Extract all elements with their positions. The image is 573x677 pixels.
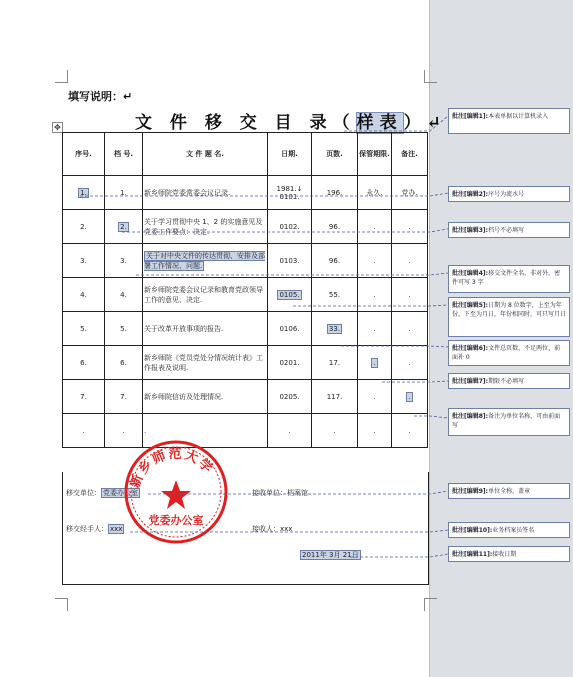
table-header-row (63, 133, 428, 176)
comment-bubble[interactable] (448, 483, 570, 499)
table-cell[interactable]: . (358, 278, 392, 312)
date-value[interactable]: 2011年 3月 21日 (302, 551, 359, 559)
table-row (63, 278, 428, 312)
header-cell: 备注. (392, 133, 428, 176)
table-cell[interactable]: 新乡师院党委会议记录和教育党政领导工作的意见、决定. (143, 278, 268, 312)
receiver-label[interactable]: 接收人：xxx (252, 525, 293, 533)
seal-org-text: 新乡师范大学 (127, 446, 217, 491)
comment-anchor[interactable]: 关于对中央文件的传达贯彻、安排及部署工作情况、问题. (144, 251, 265, 270)
comment-anchor[interactable]: 0105. (279, 290, 300, 299)
table-cell[interactable]: . (105, 414, 143, 448)
table-cell[interactable] (268, 278, 312, 312)
transfer-unit-text: 移交单位： (66, 489, 101, 497)
comment-text: 备注为单位名称，可由前面写 (452, 413, 561, 429)
comment-anchor[interactable]: . (373, 358, 376, 367)
svg-text:新乡师范大学 (127, 446, 217, 490)
comment-text: 期限不必填写 (488, 378, 525, 385)
official-seal-icon (122, 438, 230, 546)
comment-text: 移交文件全名，非对外、密件可写 3 字 (452, 270, 561, 286)
table-cell[interactable]: 55. (312, 278, 358, 312)
table-cell[interactable] (358, 346, 392, 380)
comment-bubble[interactable] (448, 340, 570, 366)
comment-anchor[interactable]: 2. (120, 222, 127, 231)
table-cell[interactable]: 1. (105, 176, 143, 210)
comment-bubble[interactable] (448, 297, 570, 337)
page-title (135, 108, 447, 133)
title-text: 文 件 移 交 目 录（ (135, 113, 356, 133)
comment-label: 批注[编辑8]: (452, 413, 489, 420)
comment-bubble[interactable] (448, 222, 570, 238)
table-cell[interactable]: . (63, 414, 105, 448)
header-cell: 档 号. (105, 133, 143, 176)
header-cell: 文 件 题 名. (143, 133, 268, 176)
comment-anchor[interactable]: 33. (328, 324, 341, 333)
comment-text: 本表单据以计算机录入 (488, 113, 549, 120)
table-move-handle-icon[interactable]: ✥ (52, 122, 63, 133)
table-cell[interactable]: 0102. (268, 210, 312, 244)
comment-bubble[interactable] (448, 522, 570, 538)
crop-mark-top-right (424, 70, 437, 83)
comment-label: 批注[编辑3]: (452, 227, 489, 234)
table-cell[interactable]: 6. (63, 346, 105, 380)
receive-unit-label[interactable]: 接收单位：档案馆 (252, 489, 308, 497)
table-cell[interactable]: 永久. (358, 176, 392, 210)
table-cell[interactable] (312, 312, 358, 346)
table-cell[interactable]: . (392, 346, 428, 380)
table-cell[interactable]: 6. (105, 346, 143, 380)
table-cell[interactable]: 新乡师院《党员党处分情况统计表》工作报表及说明. (143, 346, 268, 380)
crop-mark-bottom-right (424, 598, 437, 611)
table-cell[interactable]: 4. (63, 278, 105, 312)
table-cell[interactable]: 0201. (268, 346, 312, 380)
table-cell[interactable]: . (358, 380, 392, 414)
transfer-unit-field[interactable]: 党委办公室 (103, 489, 138, 497)
table-cell[interactable]: 关于学习贯彻中央 1、2 的实施意见及党委工作要点：决定. (143, 210, 268, 244)
table-cell[interactable]: 2. (63, 210, 105, 244)
table-cell[interactable]: 5. (63, 312, 105, 346)
table-row (63, 380, 428, 414)
title-highlight[interactable]: 样表 (356, 113, 403, 133)
comment-bubble[interactable] (448, 546, 570, 562)
comment-label: 批注[编辑4]: (452, 270, 489, 277)
comment-bubble[interactable] (448, 373, 570, 389)
table-cell[interactable]: . (358, 244, 392, 278)
comment-label: 批注[编辑7]: (452, 378, 489, 385)
seal-dept-text: 党委办公室 (148, 514, 204, 527)
comment-text: 日期为 8 位数字，上至为年份，下至为月日，年份相同时，可只写月日 (452, 302, 567, 318)
table-cell[interactable]: 0106. (268, 312, 312, 346)
table-cell[interactable]: 0103. (268, 244, 312, 278)
comment-text: 单位全称，盖章 (488, 488, 531, 495)
table-cell[interactable]: . (392, 312, 428, 346)
table-cell[interactable]: . (392, 278, 428, 312)
comment-anchor[interactable]: 1. (80, 188, 87, 197)
comment-label: 批注[编辑2]: (452, 191, 489, 198)
comment-bubble[interactable] (448, 265, 570, 293)
table-cell[interactable] (392, 380, 428, 414)
comment-text: 序号为流水号 (488, 191, 525, 198)
table-cell[interactable] (105, 210, 143, 244)
comment-label: 批注[编辑5]: (452, 302, 489, 309)
table-cell[interactable]: 3. (63, 244, 105, 278)
header-cell: 页数. (312, 133, 358, 176)
table-cell[interactable] (143, 244, 268, 278)
transfer-table (62, 132, 428, 448)
comment-text: 文件总页数，不足两位，前面补 0 (452, 345, 561, 361)
page-edge (429, 0, 430, 677)
fill-instructions: 填写说明：↵ (68, 90, 133, 103)
header-cell: 日期. (268, 133, 312, 176)
crop-mark-top-left (55, 70, 68, 83)
table-row (63, 312, 428, 346)
table-cell[interactable]: 0205. (268, 380, 312, 414)
header-cell: 保管期限. (358, 133, 392, 176)
crop-mark-bottom-left (55, 598, 68, 611)
comment-label: 批注[编辑9]: (452, 488, 489, 495)
transfer-person-field[interactable]: xxx (110, 525, 123, 533)
comment-label: 批注[编辑10]: (452, 527, 493, 534)
table-cell[interactable]: 96. (312, 244, 358, 278)
table-cell[interactable]: 196. (312, 176, 358, 210)
table-cell[interactable]: 关于改革开放事项的报告. (143, 312, 268, 346)
table-cell[interactable]: . (143, 414, 268, 448)
table-cell[interactable]: 新乡师院信访及处理情况. (143, 380, 268, 414)
table-cell[interactable]: 5. (105, 312, 143, 346)
comment-text: 档号不必填写 (488, 227, 525, 234)
table-cell[interactable]: . (358, 312, 392, 346)
transfer-person-label (66, 524, 124, 534)
table-cell[interactable]: . (312, 414, 358, 448)
table-cell[interactable]: . (392, 414, 428, 448)
table-cell[interactable]: . (392, 244, 428, 278)
comment-text: 接收日期 (492, 551, 517, 558)
comment-bubble[interactable] (448, 108, 570, 134)
table-cell[interactable]: 4. (105, 278, 143, 312)
transfer-person-text: 移交经手人： (66, 525, 108, 533)
comment-margin-pane (430, 0, 573, 677)
table-cell[interactable]: . (392, 210, 428, 244)
table-cell[interactable]: . (358, 414, 392, 448)
comment-label: 批注[编辑11]: (452, 551, 493, 558)
table-cell[interactable]: 新乡师院党委常委会议记录. (143, 176, 268, 210)
table-row (63, 414, 428, 448)
header-cell: 序号. (63, 133, 105, 176)
table-cell[interactable]: 17. (312, 346, 358, 380)
table-cell[interactable]: 1981.↓ 0101. (268, 176, 312, 210)
table-row (63, 346, 428, 380)
table-cell[interactable]: . (358, 210, 392, 244)
table-row (63, 176, 428, 210)
comment-bubble[interactable] (448, 186, 570, 202)
date-field[interactable] (300, 550, 361, 560)
table-cell[interactable]: 党办. (392, 176, 428, 210)
comment-label: 批注[编辑1]: (452, 113, 489, 120)
table-cell[interactable]: . (268, 414, 312, 448)
comment-anchor[interactable]: . (408, 392, 411, 401)
table-cell[interactable] (63, 176, 105, 210)
table-cell[interactable]: 7. (105, 380, 143, 414)
comment-bubble[interactable] (448, 408, 570, 436)
table-row (63, 244, 428, 278)
comment-text: 业务档案员签名 (492, 527, 535, 534)
table-cell[interactable]: 3. (105, 244, 143, 278)
title-end: ）↵ (403, 113, 447, 133)
comment-label: 批注[编辑6]: (452, 345, 489, 352)
table-cell[interactable]: 117. (312, 380, 358, 414)
table-cell[interactable]: 7. (63, 380, 105, 414)
table-row (63, 210, 428, 244)
table-cell[interactable]: 96. (312, 210, 358, 244)
